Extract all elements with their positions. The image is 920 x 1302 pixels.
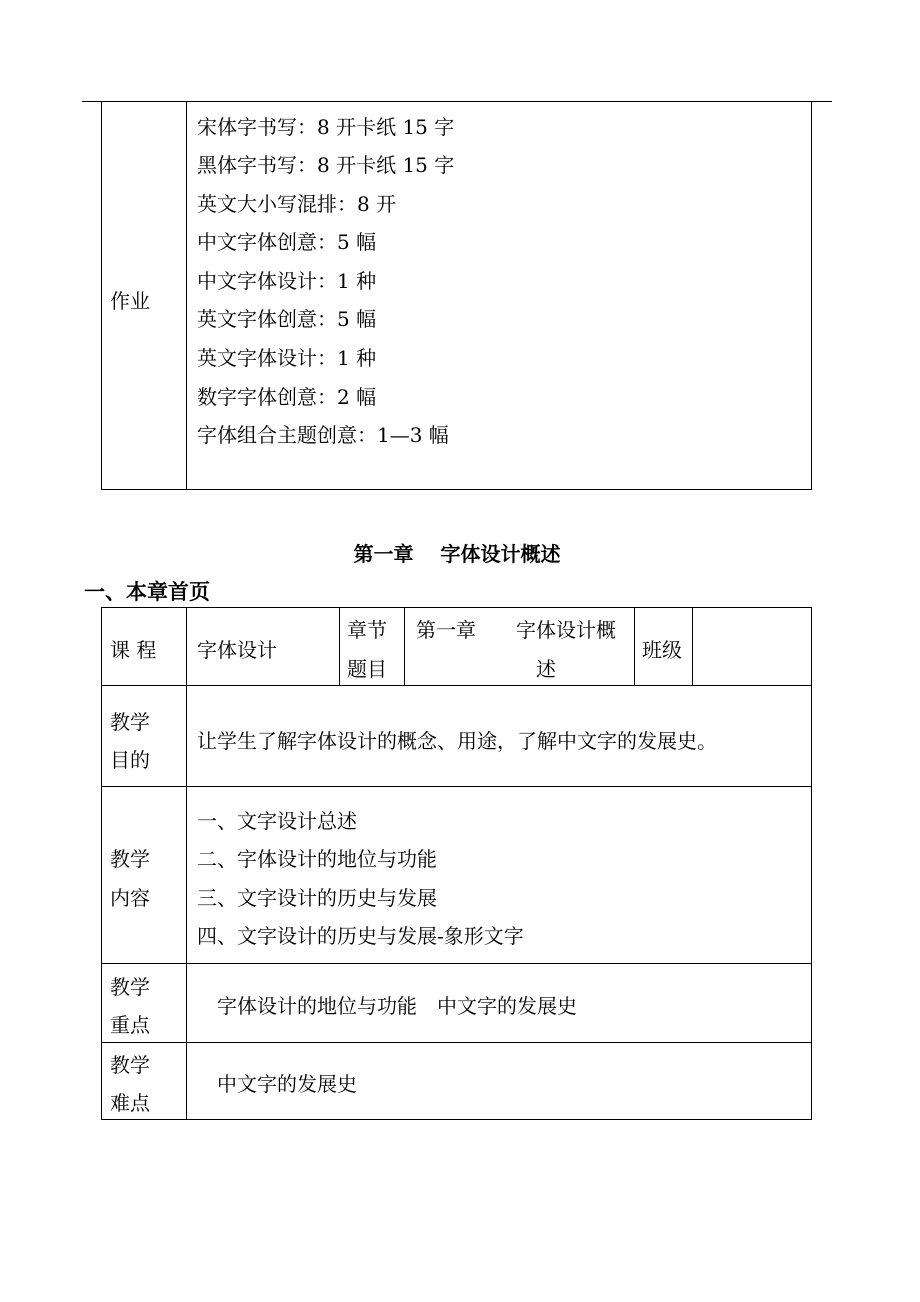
homework-label: 作业 — [110, 289, 150, 313]
objective-text: 让学生了解字体设计的概念、用途，了解中文字的发展史。 — [197, 729, 717, 753]
table-border — [101, 963, 812, 964]
table-border — [101, 101, 102, 490]
table-border — [101, 685, 812, 686]
table-border — [634, 607, 635, 686]
content-label: 教学 — [110, 847, 150, 871]
homework-item: 英文大小写混排：8 开 — [197, 192, 397, 216]
objective-label: 目的 — [110, 748, 150, 772]
homework-item: 黑体字书写：8 开卡纸 15 字 — [197, 153, 455, 177]
table-border — [101, 1042, 812, 1043]
table-border — [692, 607, 693, 686]
class-label: 班级 — [642, 638, 682, 662]
focus-label: 教学 — [110, 975, 150, 999]
homework-item: 英文字体创意：5 幅 — [197, 307, 377, 331]
homework-item: 中文字体设计：1 种 — [197, 269, 377, 293]
header-rule — [82, 101, 832, 102]
table-border — [101, 607, 102, 1120]
homework-item: 数字字体创意：2 幅 — [197, 385, 377, 409]
chapter-title: 第一章 字体设计概述 — [353, 542, 561, 566]
homework-item: 宋体字书写：8 开卡纸 15 字 — [197, 115, 455, 139]
content-item: 一、文字设计总述 — [197, 809, 357, 833]
table-border — [101, 786, 812, 787]
objective-label: 教学 — [110, 710, 150, 734]
chapter-label: 章节 — [347, 618, 387, 642]
homework-item: 中文字体创意：5 幅 — [197, 230, 377, 254]
course-label: 课 程 — [110, 638, 157, 662]
table-border — [811, 101, 812, 490]
difficulty-label: 难点 — [110, 1091, 150, 1115]
course-value: 字体设计 — [197, 638, 277, 662]
focus-label: 重点 — [110, 1013, 150, 1037]
table-border — [339, 607, 340, 686]
content-item: 二、字体设计的地位与功能 — [197, 847, 437, 871]
difficulty-text: 中文字的发展史 — [217, 1072, 357, 1096]
content-item: 三、文字设计的历史与发展 — [197, 886, 437, 910]
table-border — [101, 1119, 812, 1120]
table-border — [186, 607, 187, 1120]
chapter-value: 述 — [536, 657, 556, 681]
homework-item: 英文字体设计：1 种 — [197, 346, 377, 370]
content-label: 内容 — [110, 886, 150, 910]
difficulty-label: 教学 — [110, 1053, 150, 1077]
chapter-value: 第一章 字体设计概 — [416, 618, 616, 642]
homework-item: 字体组合主题创意：1—3 幅 — [197, 423, 449, 447]
chapter-label: 题目 — [347, 657, 387, 681]
table-border — [101, 489, 812, 490]
table-border — [404, 607, 405, 686]
table-border — [186, 101, 187, 490]
table-border — [811, 607, 812, 1120]
content-item: 四、文字设计的历史与发展-象形文字 — [197, 924, 524, 948]
focus-text: 字体设计的地位与功能 中文字的发展史 — [217, 994, 577, 1018]
section-title: 一、本章首页 — [84, 580, 210, 604]
table-border — [101, 607, 812, 608]
